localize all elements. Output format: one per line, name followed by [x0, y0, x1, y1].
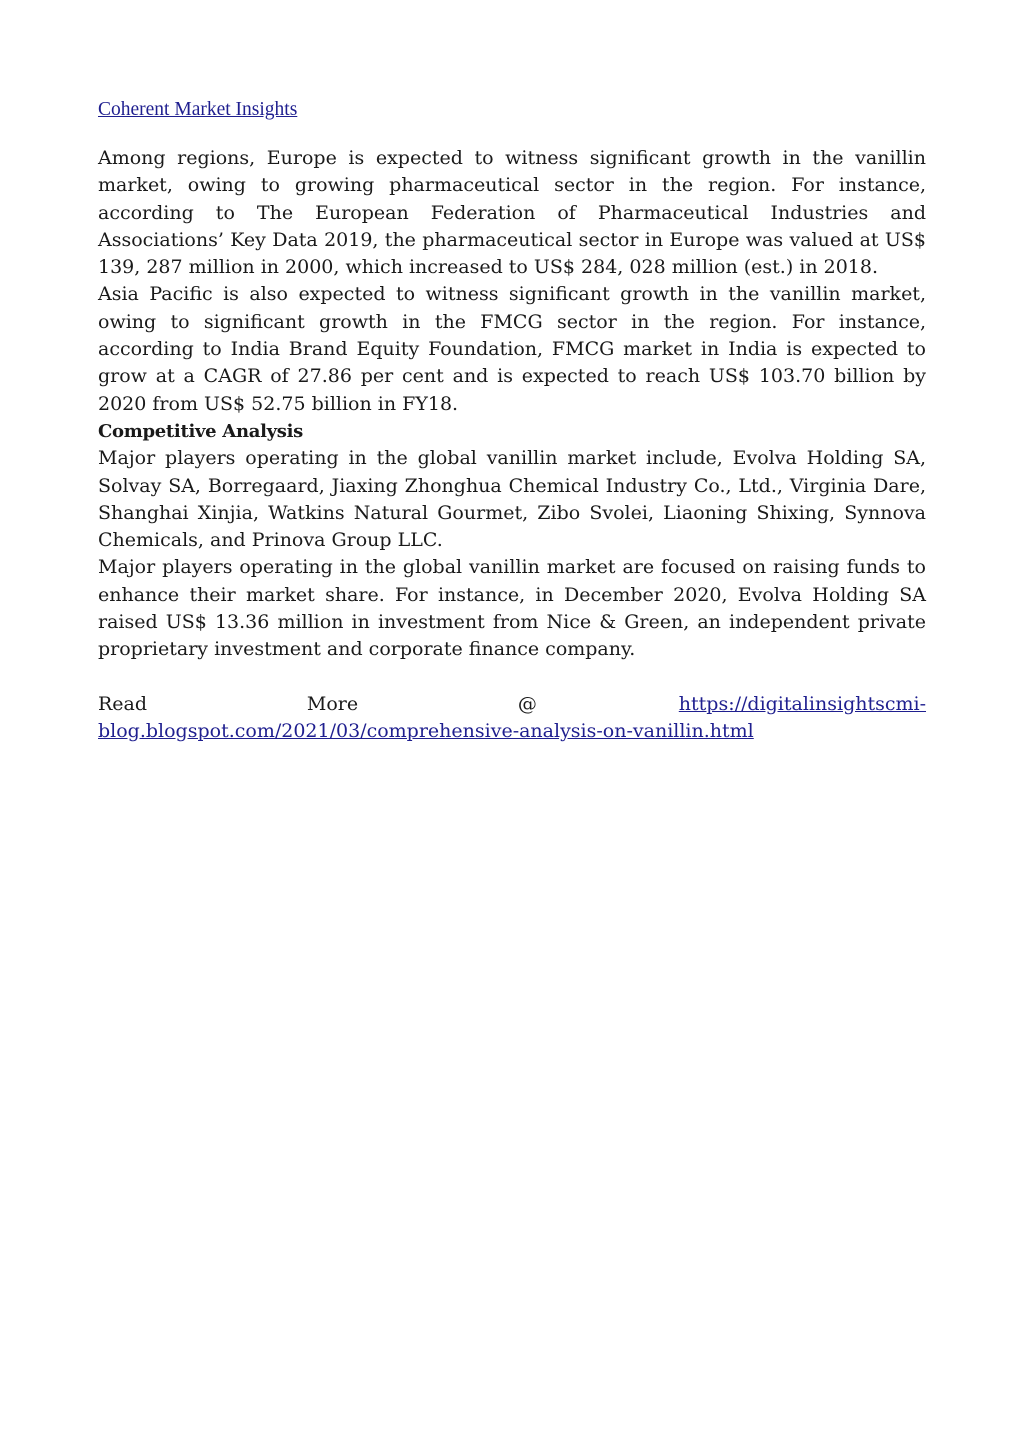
- paragraph-asia-pacific: Asia Pacific is also expected to witness significant growth in the vanillin market, owing to significant growth in the FMCG sector in the region. For instance, according to India Brand Equity Foundation, FMCG market in India is expected to grow at a CAGR of 27.86 per cent and is expected to reach US$ 103.70 billion by 2020 from US$ 52.75 billion in FY18.: [98, 283, 926, 415]
- section-heading: Competitive Analysis: [98, 420, 304, 442]
- read-more: [98, 691, 926, 746]
- paragraph-funding: Major players operating in the global vanillin market are focused on raising funds to enhance their market share. For instance, in December 2020, Evolva Holding SA raised US$ 13.36 million in investment from Nice & Green, an independent private proprietary investment and corporate finance company.: [98, 556, 926, 661]
- read-more-label: Read More @: [98, 692, 537, 715]
- source-link[interactable]: Coherent Market Insights: [98, 99, 298, 120]
- document-page: [98, 96, 926, 745]
- paragraph-major-players: Major players operating in the global vanillin market include, Evolva Holding SA, Solvay SA, Borregaard, Jiaxing Zhonghua Chemical Industry Co., Ltd., Virginia Dare, Shanghai Xinjia, Watkins Natural Gourmet, Zibo Svolei, Liaoning Shixing, Synnova Chemicals, and Prinova Group LLC.: [98, 447, 926, 552]
- read-more-link[interactable]: https://digitalinsightscmi-blog.blogspot.com/2021/03/comprehensive-analysis-on-vanillin.html: [98, 692, 927, 742]
- paragraph-europe: Among regions, Europe is expected to witness significant growth in the vanillin market, owing to growing pharmaceutical sector in the region. For instance, according to The European Federation of Pharmaceutical Industries and Associations’ Key Data 2019, the pharmaceutical sector in Europe was valued at US$ 139, 287 million in 2000, which increased to US$ 284, 028 million (est.) in 2018.: [98, 147, 926, 279]
